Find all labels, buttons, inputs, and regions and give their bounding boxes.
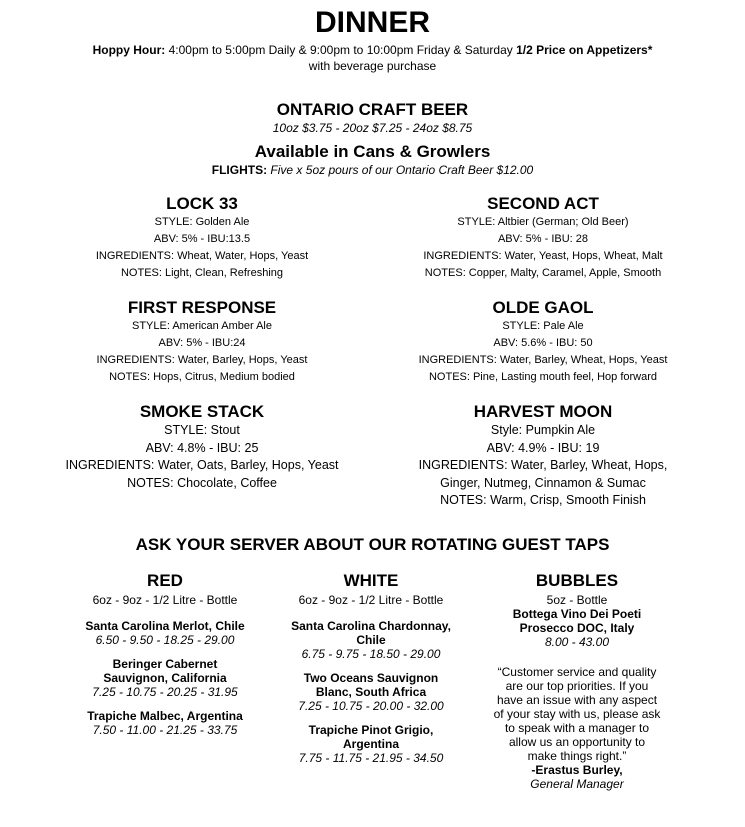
bubbles-heading: BUBBLES <box>535 571 619 590</box>
beer-abv: ABV: 5% - IBU:24 <box>158 337 246 349</box>
hoppy-hour-label: Hoppy Hour: <box>92 43 166 57</box>
beer-style: Style: Pumpkin Ale <box>490 423 596 437</box>
flights-label: FLIGHTS: <box>211 163 268 177</box>
beer-item <box>0 194 372 282</box>
wine-name: Santa Carolina Merlot, Chile <box>85 619 245 633</box>
flights-line <box>0 162 745 178</box>
red-sizes: 6oz - 9oz - 1/2 Litre - Bottle <box>92 593 238 607</box>
red-heading: RED <box>147 571 183 590</box>
beer-notes: NOTES: Light, Clean, Refreshing <box>120 267 284 279</box>
wine-name: Two Oceans Sauvignon <box>303 671 439 685</box>
quote-line: allow us an opportunity to <box>508 735 646 749</box>
wine-name: Chile <box>356 633 386 647</box>
wine-name: Trapiche Malbec, Argentina <box>87 709 243 723</box>
beer-abv: ABV: 5.6% - IBU: 50 <box>493 337 593 349</box>
wine-item <box>70 619 260 647</box>
cans-growlers-heading: Available in Cans & Growlers <box>254 142 491 161</box>
beer-ingredients: INGREDIENTS: Wheat, Water, Hops, Yeast <box>95 250 309 262</box>
beer-notes: NOTES: Warm, Crisp, Smooth Finish <box>440 493 646 507</box>
beer-ingredients: INGREDIENTS: Water, Barley, Hops, Yeast <box>96 354 308 366</box>
red-wine-column <box>70 571 260 737</box>
beer-item <box>373 298 745 386</box>
beer-row <box>0 298 745 386</box>
guest-taps-heading: ASK YOUR SERVER ABOUT OUR ROTATING GUEST TAPS <box>135 535 610 554</box>
beer-notes: NOTES: Hops, Citrus, Medium bodied <box>109 371 295 383</box>
beer-ingredients: INGREDIENTS: Water, Yeast, Hops, Wheat, Malt <box>423 250 663 262</box>
beer-notes: NOTES: Copper, Malty, Caramel, Apple, Smooth <box>424 267 662 279</box>
beer-list <box>0 194 745 510</box>
wine-name: Bottega Vino Dei Poeti <box>512 607 642 621</box>
wine-prices: 7.75 - 11.75 - 21.95 - 34.50 <box>298 751 444 765</box>
wine-prices: 7.25 - 10.75 - 20.25 - 31.95 <box>92 685 238 699</box>
wine-item <box>70 709 260 737</box>
quote-line: make things right.” <box>527 749 627 763</box>
quote-line: have an issue with any aspect <box>496 693 658 707</box>
page-title: DINNER <box>314 6 430 39</box>
beer-name: HARVEST MOON <box>473 402 613 421</box>
quote-line: are our top priorities. If you <box>505 679 649 693</box>
beer-style: STYLE: Altbier (German; Old Beer) <box>457 216 629 228</box>
beer-item <box>373 194 745 282</box>
wine-name: Blanc, South Africa <box>315 685 427 699</box>
beer-abv: ABV: 5% - IBU:13.5 <box>153 233 251 245</box>
beer-style: STYLE: American Amber Ale <box>131 320 272 332</box>
beer-name: OLDE GAOL <box>492 298 594 317</box>
beer-name: FIRST RESPONSE <box>127 298 277 317</box>
wine-item <box>482 607 672 649</box>
beer-item <box>0 402 372 510</box>
wine-prices: 6.75 - 9.75 - 18.50 - 29.00 <box>301 647 441 661</box>
quote-line: of your stay with us, please ask <box>493 707 661 721</box>
beer-name: LOCK 33 <box>166 194 238 213</box>
wine-name: Trapiche Pinot Grigio, <box>308 723 434 737</box>
craft-beer-heading: ONTARIO CRAFT BEER <box>276 100 469 119</box>
hoppy-hour-times: 4:00pm to 5:00pm Daily & 9:00pm to 10:00pm Friday & Saturday <box>165 43 517 57</box>
bubbles-column <box>482 571 672 791</box>
beer-abv: ABV: 4.8% - IBU: 25 <box>145 440 259 455</box>
quote-line: “Customer service and quality <box>497 665 657 679</box>
hoppy-hour-deal: 1/2 Price on Appetizers* <box>516 43 653 57</box>
wine-name: Argentina <box>342 737 399 751</box>
beer-ingredients: INGREDIENTS: Water, Barley, Wheat, Hops, Yeast <box>418 354 668 366</box>
beer-ingredients: INGREDIENTS: Water, Oats, Barley, Hops, Yeast <box>65 458 339 472</box>
bubbles-sizes: 5oz - Bottle <box>546 593 608 607</box>
beer-ingredients: Ginger, Nutmeg, Cinnamon & Sumac <box>440 475 646 490</box>
wine-prices: 7.50 - 11.00 - 21.25 - 33.75 <box>92 723 238 737</box>
beer-style: STYLE: Stout <box>164 423 240 437</box>
beer-style: STYLE: Golden Ale <box>154 216 250 228</box>
wine-item <box>276 723 466 765</box>
beer-abv: ABV: 4.9% - IBU: 19 <box>486 440 600 455</box>
craft-beer-prices: 10oz $3.75 - 20oz $7.25 - 24oz $8.75 <box>272 121 473 135</box>
hoppy-hour-notice <box>0 42 745 74</box>
wine-prices: 6.50 - 9.50 - 18.25 - 29.00 <box>95 633 235 647</box>
quote-signature: -Erastus Burley, <box>531 763 623 777</box>
wine-prices: 7.25 - 10.75 - 20.00 - 32.00 <box>298 699 444 713</box>
beer-item <box>0 298 372 386</box>
white-wine-column <box>276 571 466 765</box>
beer-abv: ABV: 5% - IBU: 28 <box>497 233 589 245</box>
flights-text: Five x 5oz pours of our Ontario Craft Beer $12.00 <box>267 163 534 177</box>
beer-name: SMOKE STACK <box>139 402 265 421</box>
wine-prices: 8.00 - 43.00 <box>544 635 610 649</box>
beer-row <box>0 402 745 510</box>
craft-beer-section <box>0 100 745 178</box>
quote-line: to speak with a manager to <box>504 721 650 735</box>
beer-notes: NOTES: Chocolate, Coffee <box>127 475 277 490</box>
beer-name: SECOND ACT <box>487 194 599 213</box>
quote-role: General Manager <box>530 777 624 791</box>
wine-item <box>70 657 260 699</box>
white-sizes: 6oz - 9oz - 1/2 Litre - Bottle <box>298 593 444 607</box>
hoppy-hour-note: with beverage purchase <box>308 59 437 73</box>
beer-ingredients: INGREDIENTS: Water, Barley, Wheat, Hops, <box>418 458 668 472</box>
beer-item <box>373 402 745 510</box>
beer-style: STYLE: Pale Ale <box>502 320 584 332</box>
beer-row <box>0 194 745 282</box>
wine-name: Santa Carolina Chardonnay, <box>291 619 451 633</box>
wine-name: Prosecco DOC, Italy <box>519 621 635 635</box>
manager-quote <box>482 665 672 791</box>
wine-item <box>276 619 466 661</box>
white-heading: WHITE <box>343 571 399 590</box>
wine-name: Sauvignon, California <box>103 671 227 685</box>
wine-item <box>276 671 466 713</box>
wine-name: Beringer Cabernet <box>112 657 218 671</box>
beer-notes: NOTES: Pine, Lasting mouth feel, Hop forward <box>428 371 658 383</box>
